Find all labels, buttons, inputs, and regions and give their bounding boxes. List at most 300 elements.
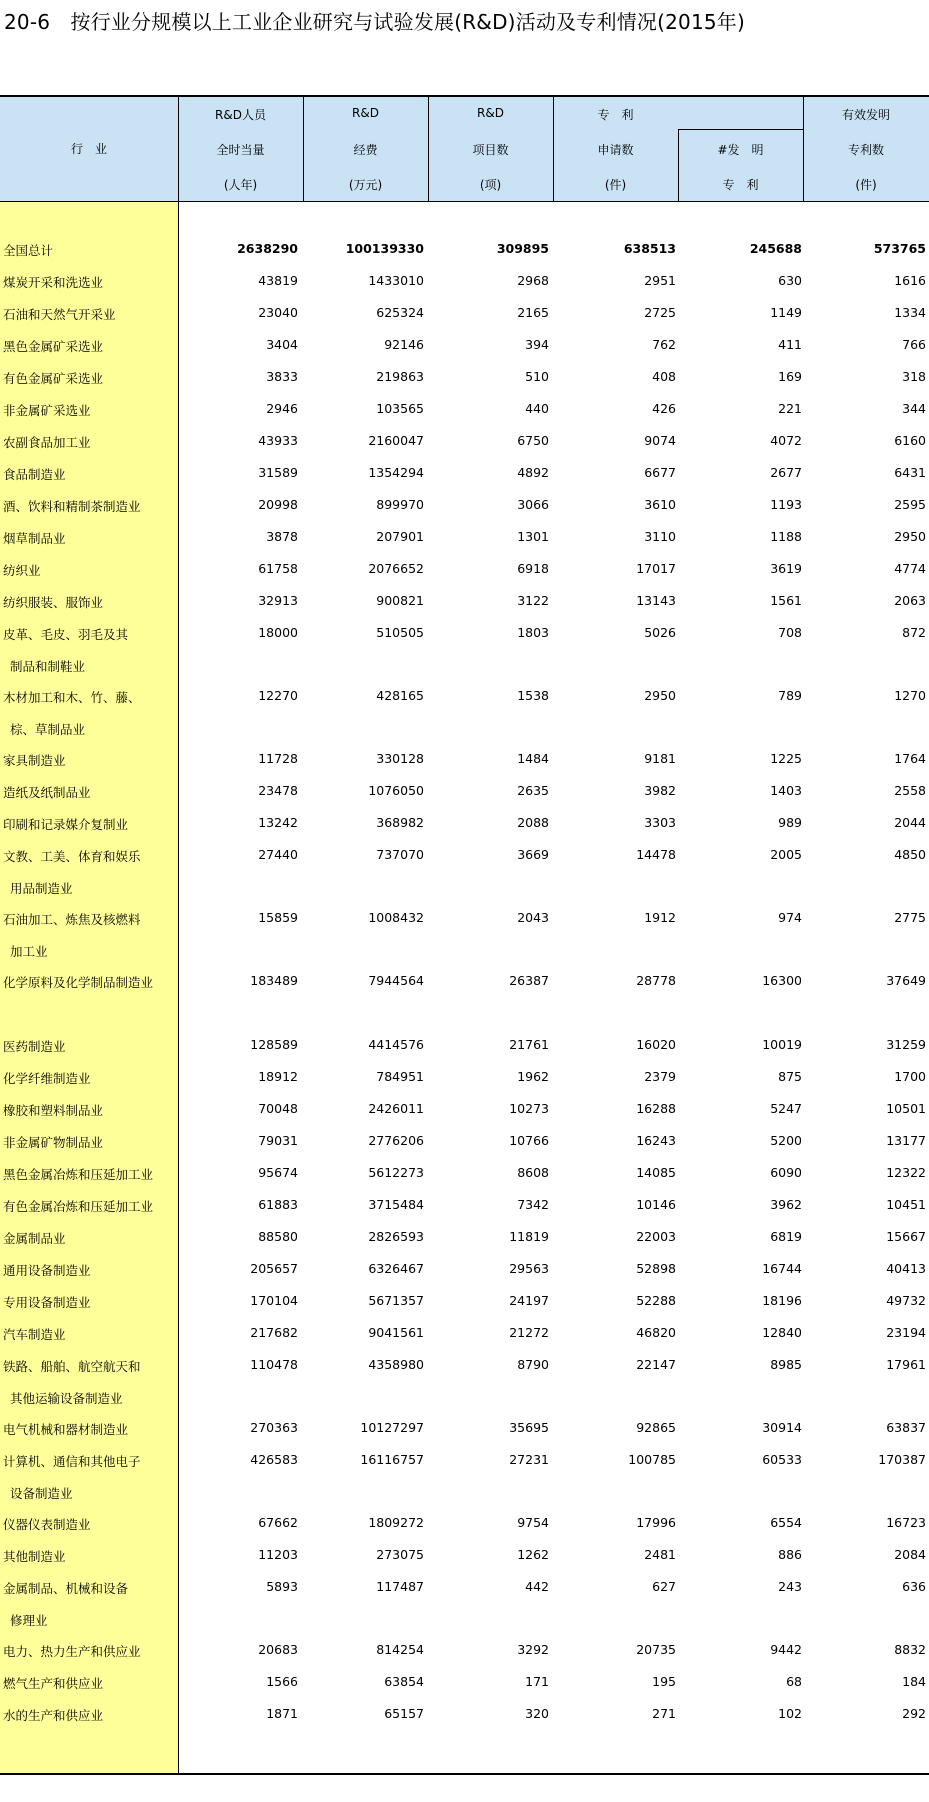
- row-industry-name: 印刷和记录媒介复制业: [3, 817, 129, 832]
- cell-invention-patents: 30914: [762, 1420, 802, 1435]
- cell-rd-projects: 27231: [509, 1452, 549, 1467]
- table-row: [0, 965, 929, 997]
- cell-valid-inventions: 40413: [886, 1261, 926, 1276]
- cell-valid-inventions: 49732: [886, 1293, 926, 1308]
- cell-rd-personnel: 88580: [258, 1229, 298, 1244]
- cell-invention-patents: 16744: [762, 1261, 802, 1276]
- cell-valid-inventions: 6431: [894, 465, 926, 480]
- row-industry-name: 酒、饮料和精制茶制造业: [3, 499, 141, 514]
- cell-rd-personnel: 31589: [258, 465, 298, 480]
- cell-rd-personnel: 1566: [266, 1674, 298, 1689]
- table-row: [0, 457, 929, 489]
- cell-invention-patents: 6554: [770, 1515, 802, 1530]
- header-rule: [0, 201, 929, 202]
- cell-patent-applications: 10146: [636, 1197, 676, 1212]
- row-industry-name: 电气机械和器材制造业: [3, 1422, 129, 1437]
- cell-valid-inventions: 13177: [886, 1133, 926, 1148]
- table-row: [0, 1253, 929, 1285]
- cell-rd-projects: 320: [525, 1706, 549, 1721]
- cell-patent-applications: 3982: [644, 783, 676, 798]
- cell-patent-applications: 638513: [623, 241, 676, 256]
- table-row: [0, 1666, 929, 1698]
- cell-rd-projects: 21272: [509, 1325, 549, 1340]
- row-industry-name: 金属制品、机械和设备: [3, 1581, 129, 1596]
- row-industry-name: 燃气生产和供应业: [3, 1676, 104, 1691]
- header-rd-expenditure: R&D: [352, 106, 379, 120]
- cell-valid-inventions: 16723: [886, 1515, 926, 1530]
- table-row: [0, 1285, 929, 1317]
- row-industry-name: 其他制造业: [3, 1549, 66, 1564]
- cell-valid-inventions: 1764: [894, 751, 926, 766]
- cell-rd-projects: 35695: [509, 1420, 549, 1435]
- cell-valid-inventions: 1270: [894, 688, 926, 703]
- row-industry-name-continued: 其他运输设备制造业: [10, 1391, 123, 1406]
- cell-rd-personnel: 43819: [258, 273, 298, 288]
- cell-rd-personnel: 128589: [250, 1037, 298, 1052]
- row-industry-name-continued: 加工业: [10, 944, 48, 959]
- cell-rd-projects: 1262: [517, 1547, 549, 1562]
- cell-rd-projects: 1803: [517, 625, 549, 640]
- header-subdivider: [678, 129, 803, 130]
- cell-patent-applications: 22003: [636, 1229, 676, 1244]
- cell-rd-expenditure: 100139330: [345, 241, 424, 256]
- cell-rd-expenditure: 2426011: [368, 1101, 424, 1116]
- cell-rd-projects: 9754: [517, 1515, 549, 1530]
- cell-valid-inventions: 23194: [886, 1325, 926, 1340]
- cell-invention-patents: 3619: [770, 561, 802, 576]
- header-valid-inventions: 有效发明: [841, 108, 890, 122]
- cell-invention-patents: 2677: [770, 465, 802, 480]
- cell-invention-patents: 243: [778, 1579, 802, 1594]
- cell-rd-expenditure: 814254: [376, 1642, 424, 1657]
- cell-rd-expenditure: 784951: [376, 1069, 424, 1084]
- cell-valid-inventions: 766: [902, 337, 926, 352]
- cell-patent-applications: 1912: [644, 910, 676, 925]
- cell-valid-inventions: 1616: [894, 273, 926, 288]
- cell-invention-patents: 6819: [770, 1229, 802, 1244]
- cell-patent-applications: 2725: [644, 305, 676, 320]
- row-industry-name: 有色金属冶炼和压延加工业: [3, 1199, 154, 1214]
- cell-rd-projects: 442: [525, 1579, 549, 1594]
- row-industry-name: 化学纤维制造业: [3, 1071, 91, 1086]
- cell-rd-projects: 6750: [517, 433, 549, 448]
- row-industry-name: 木材加工和木、竹、藤、: [3, 690, 141, 705]
- table-row: [0, 585, 929, 617]
- cell-rd-projects: 394: [525, 337, 549, 352]
- cell-rd-projects: 21761: [509, 1037, 549, 1052]
- cell-rd-expenditure: 510505: [376, 625, 424, 640]
- cell-rd-projects: 10273: [509, 1101, 549, 1116]
- cell-rd-expenditure: 4414576: [368, 1037, 424, 1052]
- cell-invention-patents: 1193: [770, 497, 802, 512]
- cell-rd-personnel: 270363: [250, 1420, 298, 1435]
- header-rd-projects: R&D: [477, 106, 504, 120]
- table-row: [0, 617, 929, 674]
- cell-rd-projects: 11819: [509, 1229, 549, 1244]
- row-industry-name-continued: 修理业: [10, 1613, 48, 1628]
- cell-invention-patents: 8985: [770, 1357, 802, 1372]
- cell-patent-applications: 28778: [636, 973, 676, 988]
- cell-rd-projects: 3292: [517, 1642, 549, 1657]
- cell-rd-projects: 510: [525, 369, 549, 384]
- table-row: [0, 1061, 929, 1093]
- cell-patent-applications: 17017: [636, 561, 676, 576]
- cell-invention-patents: 169: [778, 369, 802, 384]
- top-rule: [0, 95, 929, 97]
- cell-valid-inventions: 31259: [886, 1037, 926, 1052]
- cell-rd-expenditure: 428165: [376, 688, 424, 703]
- cell-patent-applications: 195: [652, 1674, 676, 1689]
- cell-patent-applications: 2379: [644, 1069, 676, 1084]
- cell-valid-inventions: 1700: [894, 1069, 926, 1084]
- cell-rd-personnel: 61758: [258, 561, 298, 576]
- cell-rd-personnel: 5893: [266, 1579, 298, 1594]
- cell-invention-patents: 6090: [770, 1165, 802, 1180]
- cell-invention-patents: 875: [778, 1069, 802, 1084]
- cell-invention-patents: 9442: [770, 1642, 802, 1657]
- row-industry-name: 文教、工美、体育和娱乐: [3, 849, 141, 864]
- cell-patent-applications: 52288: [636, 1293, 676, 1308]
- cell-rd-personnel: 23478: [258, 783, 298, 798]
- cell-invention-patents: 16300: [762, 973, 802, 988]
- cell-invention-patents: 886: [778, 1547, 802, 1562]
- table-row: [0, 361, 929, 393]
- table-row: [0, 265, 929, 297]
- row-industry-name: 农副食品加工业: [3, 435, 91, 450]
- cell-rd-projects: 2088: [517, 815, 549, 830]
- header-rd-expenditure-label: 经费: [353, 143, 378, 157]
- row-industry-name: 计算机、通信和其他电子: [3, 1454, 141, 1469]
- cell-rd-expenditure: 103565: [376, 401, 424, 416]
- cell-invention-patents: 5247: [770, 1101, 802, 1116]
- cell-rd-expenditure: 899970: [376, 497, 424, 512]
- cell-valid-inventions: 37649: [886, 973, 926, 988]
- table-row: [0, 489, 929, 521]
- cell-patent-applications: 16288: [636, 1101, 676, 1116]
- row-industry-name: 煤炭开采和洗选业: [3, 275, 104, 290]
- row-industry-name: 非金属矿物制品业: [3, 1135, 104, 1150]
- cell-patent-applications: 3610: [644, 497, 676, 512]
- cell-patent-applications: 52898: [636, 1261, 676, 1276]
- cell-patent-applications: 3110: [644, 529, 676, 544]
- table-row: [0, 329, 929, 361]
- cell-patent-applications: 6677: [644, 465, 676, 480]
- cell-rd-projects: 1484: [517, 751, 549, 766]
- cell-rd-projects: 8608: [517, 1165, 549, 1180]
- header-rd-personnel-fte: 全时当量: [216, 143, 265, 157]
- cell-patent-applications: 100785: [628, 1452, 676, 1467]
- cell-rd-expenditure: 2776206: [368, 1133, 424, 1148]
- cell-rd-personnel: 11728: [258, 751, 298, 766]
- cell-rd-personnel: 27440: [258, 847, 298, 862]
- table-row: [0, 297, 929, 329]
- cell-valid-inventions: 292: [902, 1706, 926, 1721]
- cell-patent-applications: 426: [652, 401, 676, 416]
- cell-invention-patents: 789: [778, 688, 802, 703]
- row-industry-name-continued: 棕、草制品业: [10, 722, 86, 737]
- header-invention-patents-label: 专 利: [722, 178, 759, 192]
- cell-rd-projects: 29563: [509, 1261, 549, 1276]
- table-row: [0, 839, 929, 896]
- row-industry-name: 非金属矿采选业: [3, 403, 91, 418]
- cell-invention-patents: 1403: [770, 783, 802, 798]
- row-industry-name: 水的生产和供应业: [3, 1708, 104, 1723]
- cell-valid-inventions: 4774: [894, 561, 926, 576]
- cell-invention-patents: 708: [778, 625, 802, 640]
- table-row: [0, 1698, 929, 1730]
- cell-rd-expenditure: 625324: [376, 305, 424, 320]
- cell-rd-personnel: 205657: [250, 1261, 298, 1276]
- cell-rd-personnel: 426583: [250, 1452, 298, 1467]
- row-industry-name: 造纸及纸制品业: [3, 785, 91, 800]
- cell-rd-expenditure: 330128: [376, 751, 424, 766]
- row-industry-name: 化学原料及化学制品制造业: [3, 975, 154, 990]
- cell-rd-personnel: 20683: [258, 1642, 298, 1657]
- cell-invention-patents: 630: [778, 273, 802, 288]
- cell-invention-patents: 245688: [749, 241, 802, 256]
- cell-valid-inventions: 318: [902, 369, 926, 384]
- cell-patent-applications: 9074: [644, 433, 676, 448]
- cell-rd-expenditure: 1433010: [368, 273, 424, 288]
- cell-rd-expenditure: 6326467: [368, 1261, 424, 1276]
- cell-rd-expenditure: 5671357: [368, 1293, 424, 1308]
- cell-rd-personnel: 18000: [258, 625, 298, 640]
- cell-invention-patents: 68: [786, 1674, 802, 1689]
- table-row: [0, 553, 929, 585]
- cell-rd-projects: 2968: [517, 273, 549, 288]
- cell-rd-projects: 2635: [517, 783, 549, 798]
- table-row: [0, 425, 929, 457]
- cell-rd-expenditure: 92146: [384, 337, 424, 352]
- cell-rd-projects: 6918: [517, 561, 549, 576]
- row-industry-name: 家具制造业: [3, 753, 66, 768]
- cell-invention-patents: 60533: [762, 1452, 802, 1467]
- table-row: [0, 1157, 929, 1189]
- table-row: [0, 1507, 929, 1539]
- table-row: [0, 743, 929, 775]
- table-row: [0, 807, 929, 839]
- row-industry-name-continued: 用品制造业: [10, 881, 73, 896]
- table-row: [0, 521, 929, 553]
- cell-rd-expenditure: 9041561: [368, 1325, 424, 1340]
- table-row: [0, 393, 929, 425]
- cell-valid-inventions: 12322: [886, 1165, 926, 1180]
- header-industry: 行 业: [70, 142, 107, 156]
- cell-valid-inventions: 2044: [894, 815, 926, 830]
- cell-rd-expenditure: 7944564: [368, 973, 424, 988]
- cell-invention-patents: 10019: [762, 1037, 802, 1052]
- cell-patent-applications: 3303: [644, 815, 676, 830]
- cell-valid-inventions: 1334: [894, 305, 926, 320]
- cell-patent-applications: 14478: [636, 847, 676, 862]
- cell-invention-patents: 3962: [770, 1197, 802, 1212]
- header-rd-projects-label: 项目数: [472, 143, 509, 157]
- cell-rd-personnel: 95674: [258, 1165, 298, 1180]
- row-industry-name: 石油加工、炼焦及核燃料: [3, 912, 141, 927]
- cell-rd-projects: 26387: [509, 973, 549, 988]
- row-industry-name: 仪器仪表制造业: [3, 1517, 91, 1532]
- cell-rd-personnel: 67662: [258, 1515, 298, 1530]
- cell-rd-projects: 309895: [496, 241, 549, 256]
- cell-rd-projects: 7342: [517, 1197, 549, 1212]
- cell-rd-projects: 2165: [517, 305, 549, 320]
- row-industry-name: 黑色金属冶炼和压延加工业: [3, 1167, 154, 1182]
- cell-patent-applications: 2951: [644, 273, 676, 288]
- header-patent-applications: 申请数: [597, 143, 634, 157]
- cell-valid-inventions: 636: [902, 1579, 926, 1594]
- cell-rd-projects: 2043: [517, 910, 549, 925]
- cell-patent-applications: 408: [652, 369, 676, 384]
- cell-rd-personnel: 170104: [250, 1293, 298, 1308]
- cell-invention-patents: 18196: [762, 1293, 802, 1308]
- header-valid-inventions-unit: (件): [855, 178, 877, 192]
- cell-rd-expenditure: 16116757: [360, 1452, 424, 1467]
- cell-rd-personnel: 23040: [258, 305, 298, 320]
- cell-rd-expenditure: 900821: [376, 593, 424, 608]
- cell-invention-patents: 4072: [770, 433, 802, 448]
- cell-rd-expenditure: 2826593: [368, 1229, 424, 1244]
- cell-rd-expenditure: 273075: [376, 1547, 424, 1562]
- row-industry-name: 专用设备制造业: [3, 1295, 91, 1310]
- cell-rd-expenditure: 1354294: [368, 465, 424, 480]
- table-row: [0, 680, 929, 737]
- cell-patent-applications: 9181: [644, 751, 676, 766]
- row-industry-name: 皮革、毛皮、羽毛及其: [3, 627, 129, 642]
- cell-valid-inventions: 4850: [894, 847, 926, 862]
- cell-valid-inventions: 10451: [886, 1197, 926, 1212]
- cell-rd-projects: 171: [525, 1674, 549, 1689]
- table-row: [0, 1221, 929, 1253]
- cell-rd-projects: 3122: [517, 593, 549, 608]
- cell-patent-applications: 13143: [636, 593, 676, 608]
- cell-valid-inventions: 2084: [894, 1547, 926, 1562]
- table-row: [0, 1634, 929, 1666]
- cell-patent-applications: 16020: [636, 1037, 676, 1052]
- cell-invention-patents: 974: [778, 910, 802, 925]
- table-row: [0, 1412, 929, 1444]
- row-industry-name: 石油和天然气开采业: [3, 307, 116, 322]
- header-patents-group: 专 利: [597, 108, 634, 122]
- row-industry-name: 有色金属矿采选业: [3, 371, 104, 386]
- row-industry-name: 纺织服装、服饰业: [3, 595, 104, 610]
- cell-valid-inventions: 573765: [873, 241, 926, 256]
- row-industry-name: 纺织业: [3, 563, 41, 578]
- cell-patent-applications: 762: [652, 337, 676, 352]
- cell-patent-applications: 2950: [644, 688, 676, 703]
- cell-invention-patents: 2005: [770, 847, 802, 862]
- cell-patent-applications: 92865: [636, 1420, 676, 1435]
- cell-rd-expenditure: 1809272: [368, 1515, 424, 1530]
- row-industry-name: 电力、热力生产和供应业: [3, 1644, 141, 1659]
- cell-rd-personnel: 20998: [258, 497, 298, 512]
- cell-rd-projects: 4892: [517, 465, 549, 480]
- table-row: [0, 1029, 929, 1061]
- cell-rd-expenditure: 5612273: [368, 1165, 424, 1180]
- cell-rd-personnel: 110478: [250, 1357, 298, 1372]
- cell-rd-personnel: 217682: [250, 1325, 298, 1340]
- cell-rd-personnel: 32913: [258, 593, 298, 608]
- table-row: [0, 1349, 929, 1406]
- row-industry-name-continued: 设备制造业: [10, 1486, 73, 1501]
- header-rd-projects-unit: (项): [479, 178, 502, 192]
- cell-patent-applications: 20735: [636, 1642, 676, 1657]
- cell-rd-personnel: 3404: [266, 337, 298, 352]
- cell-valid-inventions: 170387: [878, 1452, 926, 1467]
- cell-rd-personnel: 12270: [258, 688, 298, 703]
- cell-rd-projects: 24197: [509, 1293, 549, 1308]
- cell-rd-personnel: 13242: [258, 815, 298, 830]
- cell-rd-projects: 3669: [517, 847, 549, 862]
- cell-valid-inventions: 10501: [886, 1101, 926, 1116]
- table-row: [0, 1189, 929, 1221]
- table-row: [0, 902, 929, 959]
- cell-invention-patents: 989: [778, 815, 802, 830]
- cell-valid-inventions: 2558: [894, 783, 926, 798]
- header-rd-personnel-unit: (人年): [223, 178, 258, 192]
- cell-rd-expenditure: 368982: [376, 815, 424, 830]
- table-row: [0, 1093, 929, 1125]
- header-rd-personnel: R&D人员: [215, 108, 266, 122]
- cell-rd-personnel: 18912: [258, 1069, 298, 1084]
- cell-rd-expenditure: 1008432: [368, 910, 424, 925]
- cell-rd-projects: 440: [525, 401, 549, 416]
- row-industry-name: 金属制品业: [3, 1231, 66, 1246]
- table-row-total: [0, 233, 929, 265]
- row-industry-name: 通用设备制造业: [3, 1263, 91, 1278]
- cell-rd-projects: 8790: [517, 1357, 549, 1372]
- header-patent-applications-unit: (件): [604, 178, 627, 192]
- cell-valid-inventions: 6160: [894, 433, 926, 448]
- row-industry-name: 全国总计: [3, 243, 54, 258]
- header-invention-patents: #发 明: [717, 143, 764, 157]
- cell-invention-patents: 5200: [770, 1133, 802, 1148]
- cell-rd-projects: 1962: [517, 1069, 549, 1084]
- cell-valid-inventions: 2775: [894, 910, 926, 925]
- cell-rd-personnel: 70048: [258, 1101, 298, 1116]
- cell-rd-personnel: 61883: [258, 1197, 298, 1212]
- cell-rd-projects: 10766: [509, 1133, 549, 1148]
- cell-valid-inventions: 184: [902, 1674, 926, 1689]
- cell-rd-personnel: 3833: [266, 369, 298, 384]
- cell-rd-expenditure: 1076050: [368, 783, 424, 798]
- cell-invention-patents: 102: [778, 1706, 802, 1721]
- cell-valid-inventions: 15667: [886, 1229, 926, 1244]
- cell-patent-applications: 14085: [636, 1165, 676, 1180]
- row-industry-name-continued: 制品和制鞋业: [10, 659, 86, 674]
- cell-invention-patents: 12840: [762, 1325, 802, 1340]
- bottom-rule: [0, 1773, 929, 1775]
- cell-patent-applications: 271: [652, 1706, 676, 1721]
- cell-rd-personnel: 11203: [258, 1547, 298, 1562]
- cell-rd-expenditure: 63854: [384, 1674, 424, 1689]
- cell-rd-personnel: 43933: [258, 433, 298, 448]
- cell-rd-expenditure: 3715484: [368, 1197, 424, 1212]
- cell-patent-applications: 2481: [644, 1547, 676, 1562]
- cell-rd-projects: 3066: [517, 497, 549, 512]
- cell-valid-inventions: 2063: [894, 593, 926, 608]
- table-row: [0, 1571, 929, 1628]
- header-rd-expenditure-unit: (万元): [348, 178, 383, 192]
- cell-valid-inventions: 8832: [894, 1642, 926, 1657]
- header-valid-inventions-label: 专利数: [847, 143, 884, 157]
- row-industry-name: 汽车制造业: [3, 1327, 66, 1342]
- cell-rd-personnel: 15859: [258, 910, 298, 925]
- cell-rd-personnel: 2638290: [237, 241, 298, 256]
- cell-valid-inventions: 2950: [894, 529, 926, 544]
- row-industry-name: 橡胶和塑料制品业: [3, 1103, 104, 1118]
- cell-invention-patents: 1561: [770, 593, 802, 608]
- cell-valid-inventions: 2595: [894, 497, 926, 512]
